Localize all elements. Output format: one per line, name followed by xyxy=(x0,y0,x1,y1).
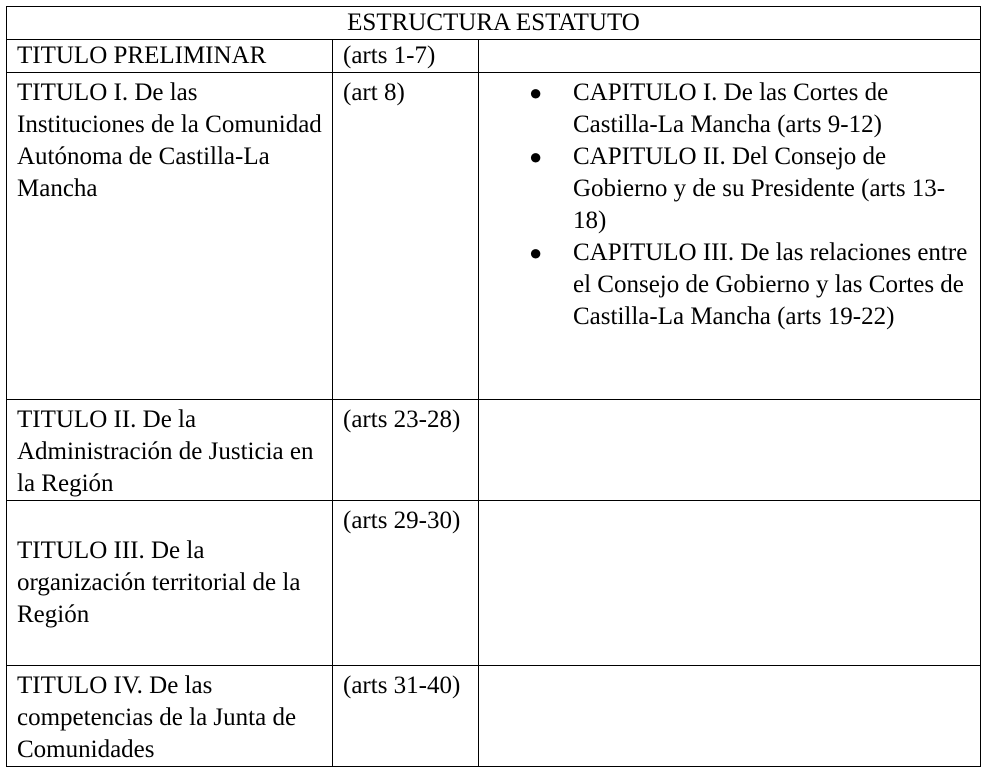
estatuto-table xyxy=(6,6,981,767)
arts-cell: (arts 23-28) xyxy=(333,400,479,501)
table-row xyxy=(7,400,981,501)
capitulo-label: CAPITULO III. De las relaciones entre el Consejo de Gobierno y las Cortes de Castilla-La Mancha (arts 19-22) xyxy=(573,239,968,330)
arts-cell: (arts 29-30) xyxy=(333,501,479,666)
arts-cell: (arts 1-7) xyxy=(333,40,479,73)
capitulos-cell xyxy=(479,40,981,73)
bullet-icon: ● xyxy=(529,240,543,265)
capitulos-list xyxy=(489,77,970,333)
capitulos-cell xyxy=(479,400,981,501)
table-header-row xyxy=(7,7,981,40)
table-row xyxy=(7,666,981,767)
capitulo-label: CAPITULO I. De las Cortes de Castilla-La Mancha (arts 9-12) xyxy=(573,79,889,138)
capitulo-label: CAPITULO II. Del Consejo de Gobierno y de su Presidente (arts 13-18) xyxy=(573,143,946,234)
titulo-cell: TITULO III. De la organización territorial de la Región xyxy=(7,501,333,666)
list-item xyxy=(529,77,970,141)
titulo-cell: TITULO I. De las Instituciones de la Comunidad Autónoma de Castilla-La Mancha xyxy=(7,73,333,400)
table-row xyxy=(7,40,981,73)
titulo-cell: TITULO II. De la Administración de Justicia en la Región xyxy=(7,400,333,501)
arts-cell: (arts 31-40) xyxy=(333,666,479,767)
bullet-icon: ● xyxy=(529,80,543,105)
titulo-cell: TITULO PRELIMINAR xyxy=(7,40,333,73)
table-row xyxy=(7,501,981,666)
table-title: ESTRUCTURA ESTATUTO xyxy=(7,7,981,40)
arts-cell: (art 8) xyxy=(333,73,479,400)
list-item xyxy=(529,237,970,333)
capitulos-cell xyxy=(479,73,981,400)
capitulos-cell xyxy=(479,501,981,666)
table-row xyxy=(7,73,981,400)
bullet-icon: ● xyxy=(529,144,543,169)
list-item xyxy=(529,141,970,237)
titulo-cell: TITULO IV. De las competencias de la Junta de Comunidades xyxy=(7,666,333,767)
capitulos-cell xyxy=(479,666,981,767)
